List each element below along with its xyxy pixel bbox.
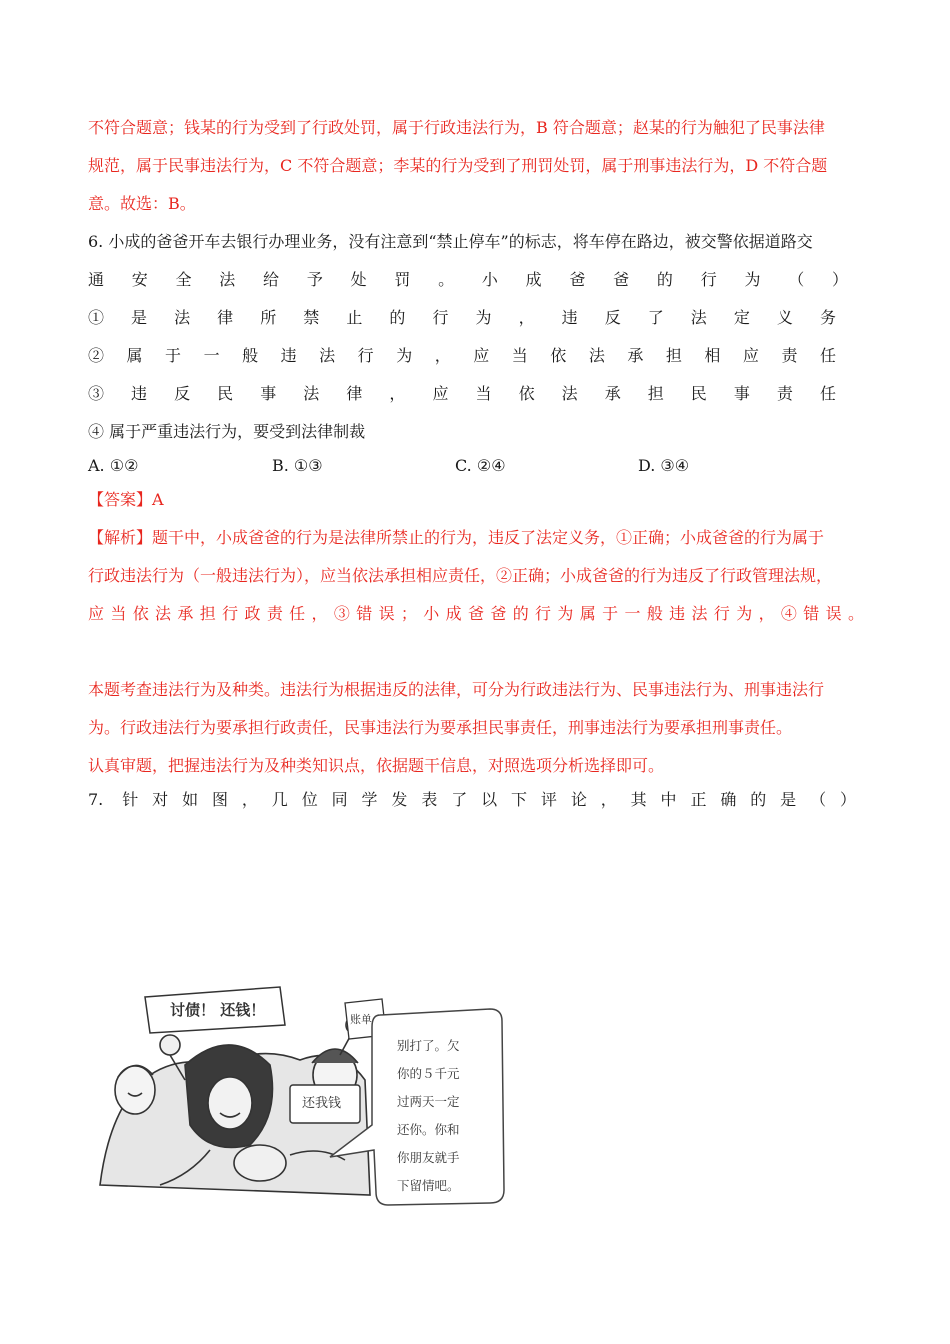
- shout-text: 讨债！ 还钱！: [170, 1001, 266, 1019]
- bill-text: 账单: [350, 1013, 372, 1026]
- comic-illustration: [90, 985, 508, 1210]
- speech-line: 还你。你和: [397, 1122, 460, 1137]
- analysis-line: 【解析】题干中，小成爸爸的行为是法律所禁止的行为，违反了法定义务，①正确；小成爸爸的行为属于: [88, 528, 825, 547]
- speech-line: 你的５千元: [397, 1066, 460, 1081]
- question-6-item-2: ②属于一般违法行为，应当依法承担相应责任: [88, 346, 836, 365]
- answer-label: 【答案】A: [88, 490, 164, 509]
- question-6-item-4: ④ 属于严重违法行为，要受到法律制裁: [88, 422, 366, 441]
- question-6-item-1: ①是法律所禁止的行为，违反了法定义务: [88, 308, 836, 327]
- speech-line: 下留情吧。: [397, 1178, 460, 1193]
- speech-line: 过两天一定: [397, 1094, 460, 1109]
- analysis-line: 应当依法承担行政责任，③错误；小成爸爸的行为属于一般违法行为，④错误。: [88, 604, 864, 623]
- speech-line: 你朋友就手: [397, 1150, 460, 1165]
- analysis-line: 本题考查违法行为及种类。违法行为根据违反的法律，可分为行政违法行为、民事违法行为、刑事违法行: [88, 680, 825, 699]
- option-d: D. ③④: [638, 456, 690, 475]
- question-6-stem: 6. 小成的爸爸开车去银行办理业务，没有注意到“禁止停车”的标志，将车停在路边，被交警依据道路交: [88, 232, 813, 251]
- analysis-line: 不符合题意；钱某的行为受到了行政处罚，属于行政违法行为，B 符合题意；赵某的行为触犯了民事法律: [88, 118, 825, 137]
- analysis-line: 为。行政违法行为要承担行政责任，民事违法行为要承担民事责任，刑事违法行为要承担刑事责任。: [88, 718, 793, 737]
- question-6-item-3: ③违反民事法律，应当依法承担民事责任: [88, 384, 836, 403]
- analysis-line: 认真审题，把握违法行为及种类知识点，依据题干信息，对照选项分析选择即可。: [88, 756, 665, 775]
- analysis-line: 行政违法行为（一般违法行为），应当依法承担相应责任，②正确；小成爸爸的行为违反了行政管理法规，: [88, 566, 833, 585]
- question-6-stem-cont: 通安全法给予处罚。小成爸爸的行为（）: [88, 270, 848, 289]
- analysis-line: 规范，属于民事违法行为，C 不符合题意；李某的行为受到了刑罚处罚，属于刑事违法行为，D 不符合题: [88, 156, 828, 175]
- option-a: A. ①②: [88, 456, 139, 475]
- question-7-stem: 7. 针对如图，几位同学发表了以下评论，其中正确的是（）: [88, 790, 856, 809]
- option-c: C. ②④: [455, 456, 506, 475]
- sign-text: 还我钱: [302, 1096, 342, 1111]
- speech-line: 别打了。欠: [397, 1038, 460, 1053]
- option-b: B. ①③: [272, 456, 323, 475]
- analysis-line: 意。故选：B。: [88, 194, 196, 213]
